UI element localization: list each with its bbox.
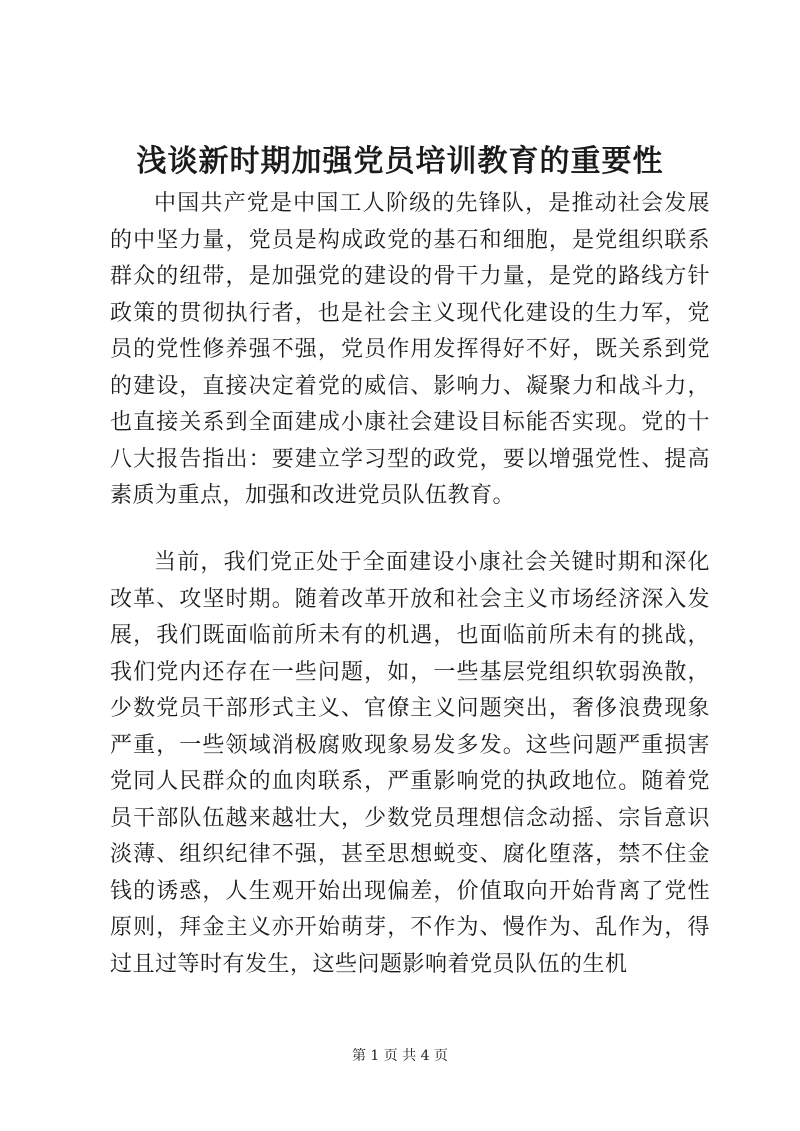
document-title: 浅谈新时期加强党员培训教育的重要性 bbox=[136, 144, 664, 179]
page-number-footer: 第 1 页 共 4 页 bbox=[351, 1048, 449, 1064]
body-paragraph-1: 中国共产党是中国工人阶级的先锋队，是推动社会发展的中坚力量，党员是构成政党的基石和细胞，是党组织联系群众的纽带，是加强党的建设的骨干力量，是党的路线方针政策的贯彻执行者，也是社会主义现代化建设的生力军，党员的党性修养强不强，党员作用发挥得好不好，既关系到党的建设，直接决定着党的威信、影响力、凝聚力和战斗力，也直接关系到全面建成小康社会建设目标能否实现。党的十八大报告指出：要建立学习型的政党，要以增强党性、提高素质为重点，加强和改进党员队伍教育。 bbox=[110, 191, 710, 508]
body-paragraph-2: 当前，我们党正处于全面建设小康社会关键时期和深化改革、攻坚时期。随着改革开放和社会主义市场经济深入发展，我们既面临前所未有的机遇，也面临前所未有的挑战，我们党内还存在一些问题，如，一些基层党组织软弱涣散，少数党员干部形式主义、官僚主义问题突出，奢侈浪费现象严重，一些领域消极腐败现象易发多发。这些问题严重损害党同人民群众的血肉联系，严重影响党的执政地位。随着党员干部队伍越来越壮大，少数党员理想信念动摇、宗旨意识淡薄、组织纪律不强，甚至思想蜕变、腐化堕落，禁不住金钱的诱惑，人生观开始出现偏差，价值取向开始背离了党性原则，拜金主义亦开始萌芽，不作为、慢作为、乱作为，得过且过等时有发生，这些问题影响着党员队伍的生机 bbox=[110, 550, 710, 977]
